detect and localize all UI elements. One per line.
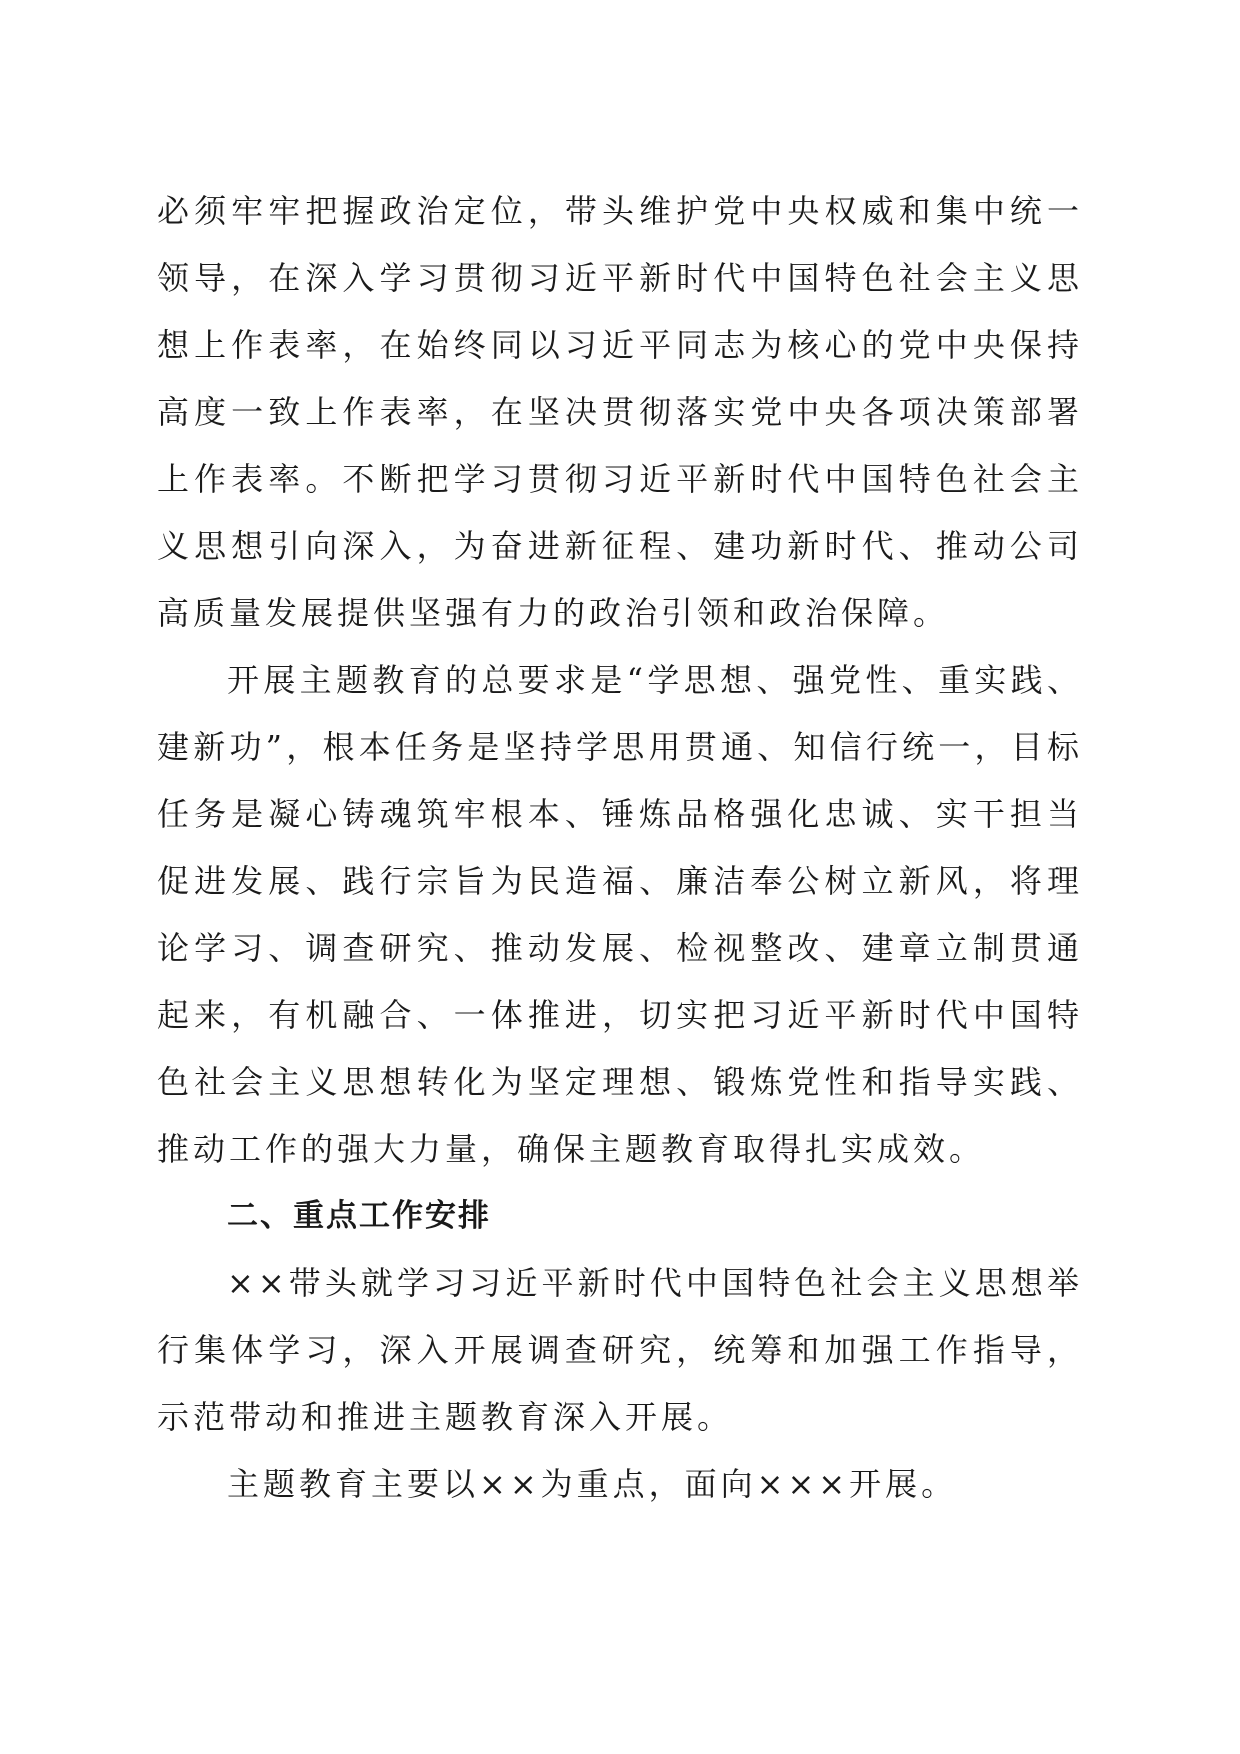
paragraph-collective-study: ××带头就学习习近平新时代中国特色社会主义思想举行集体学习，深入开展调查研究，统筹和加强工作指导，示范带动和推进主题教育深入开展。 <box>157 1264 1083 1436</box>
paragraph-general-requirements: 开展主题教育的总要求是“学思想、强党性、重实践、建新功”，根本任务是坚持学思用贯通、知信行统一，目标任务是凝心铸魂筑牢根本、锤炼品格强化忠诚、实干担当促进发展、践行宗旨为民造福、廉洁奉公树立新风，将理论学习、调查研究、推动发展、检视整改、建章立制贯通起来，有机融合、一体推进，切实把习近平新时代中国特色社会主义思想转化为坚定理想、锻炼党性和指导实践、推动工作的强大力量，确保主题教育取得扎实成效。 <box>157 661 1083 1168</box>
paragraph-focus: 主题教育主要以××为重点，面向×××开展。 <box>227 1465 958 1503</box>
document-body <box>157 178 1083 1518</box>
paragraph-continuation: 必须牢牢把握政治定位，带头维护党中央权威和集中统一领导，在深入学习贯彻习近平新时代中国特色社会主义思想上作表率，在始终同以习近平同志为核心的党中央保持高度一致上作表率，在坚决贯彻落实党中央各项决策部署上作表率。不断把学习贯彻习近平新时代中国特色社会主义思想引向深入，为奋进新征程、建功新时代、推动公司高质量发展提供坚强有力的政治引领和政治保障。 <box>157 192 1083 632</box>
section-heading: 二、重点工作安排 <box>227 1198 491 1234</box>
